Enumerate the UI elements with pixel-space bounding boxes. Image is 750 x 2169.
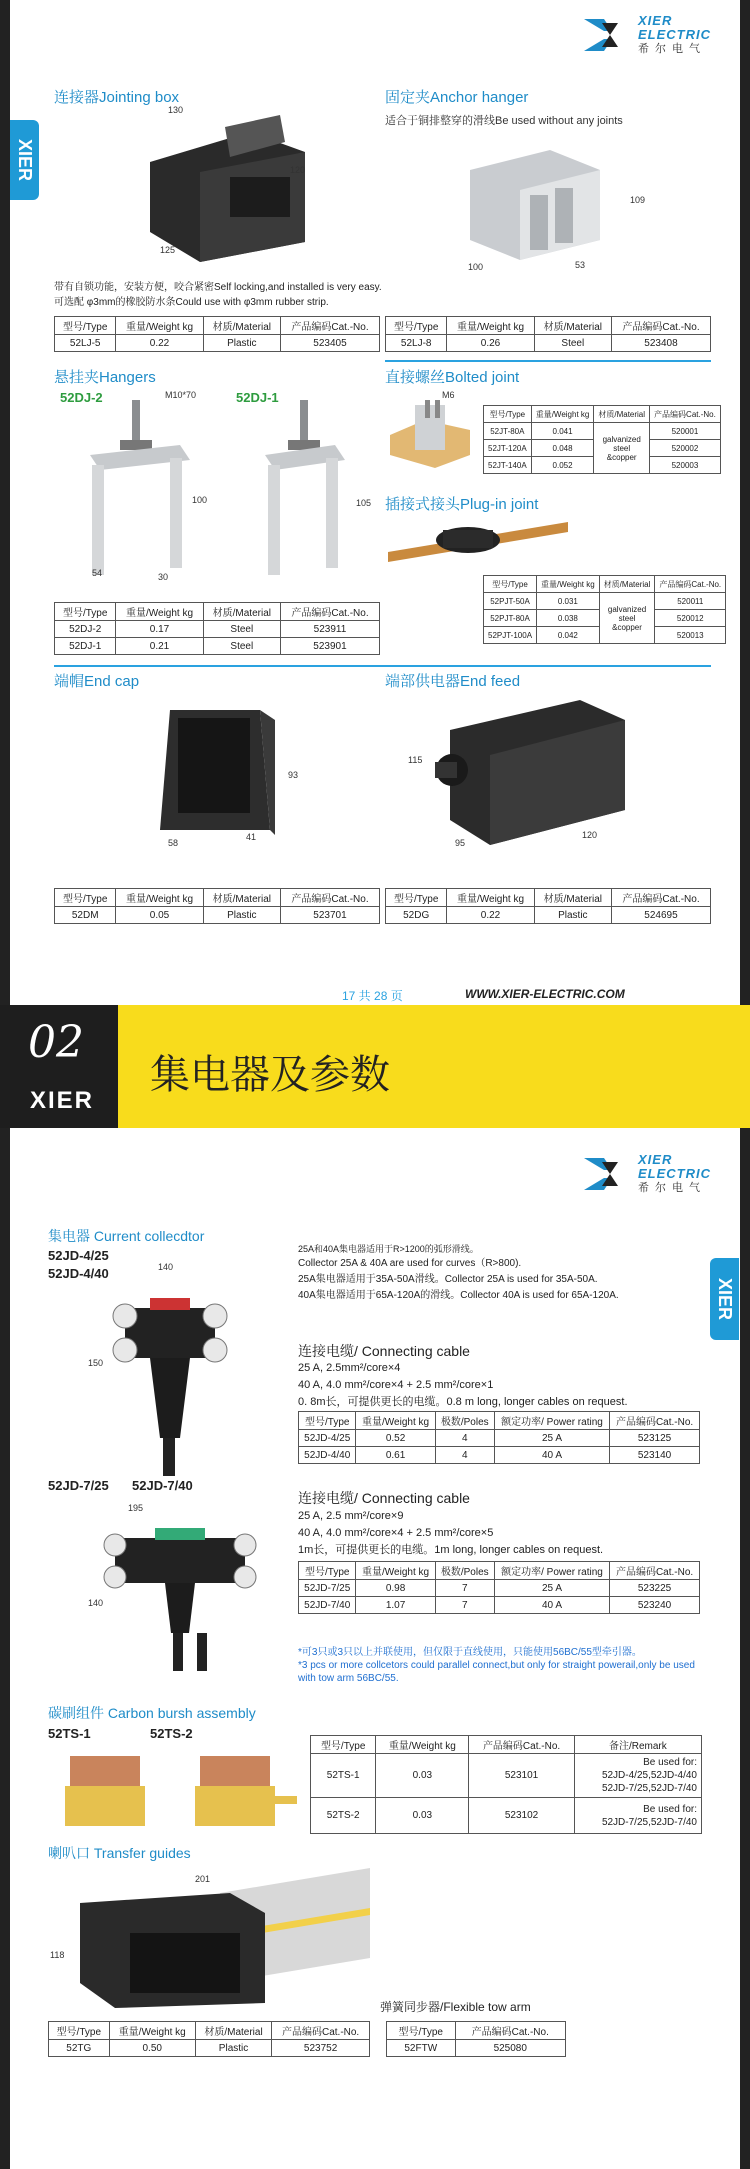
table-header: 型号/Type bbox=[311, 1736, 376, 1754]
table-header: 材质/Material bbox=[534, 889, 611, 907]
anchor-hanger-table bbox=[385, 316, 711, 352]
table-header: 产品编码Cat.-No. bbox=[280, 889, 379, 907]
table-cell: 52TS-2 bbox=[311, 1798, 376, 1834]
table-cell: 523101 bbox=[469, 1754, 574, 1798]
table-row bbox=[311, 1754, 702, 1798]
table-cell: 523240 bbox=[610, 1597, 700, 1614]
table-header: 产品编码Cat.-No. bbox=[611, 889, 710, 907]
table-cell: Plastic bbox=[195, 2040, 271, 2057]
transfer-table bbox=[48, 2021, 370, 2057]
plugin-joint-title: 插接式接头Plug-in joint bbox=[385, 496, 539, 513]
tow-table bbox=[386, 2021, 566, 2057]
table-cell: 25 A bbox=[494, 1430, 609, 1447]
desc-line: 可选配 φ3mm的橡胶防水条Could use with φ3mm rubber strip. bbox=[54, 297, 329, 308]
end-feed-image bbox=[430, 690, 630, 855]
end-cap-table bbox=[54, 888, 380, 924]
table-row bbox=[484, 423, 721, 440]
table-header: 重量/Weight kg bbox=[531, 406, 594, 423]
table-cell: 523125 bbox=[610, 1430, 700, 1447]
side-tab: XIER bbox=[10, 120, 39, 200]
cable-title: 连接电缆/ Connecting cable bbox=[298, 1343, 470, 1359]
section-divider bbox=[385, 360, 711, 362]
table-cell: galvanized steel &copper bbox=[594, 423, 650, 474]
table-cell: 523911 bbox=[280, 621, 379, 638]
table-header: 材质/Material bbox=[203, 603, 280, 621]
table-cell: Steel bbox=[534, 335, 611, 352]
collector-4pole-table bbox=[298, 1411, 700, 1464]
collector-model-b: 52JD-4/40 bbox=[48, 1266, 109, 1281]
table-cell: 52JD-7/40 bbox=[299, 1597, 356, 1614]
jointing-box-table bbox=[54, 316, 380, 352]
table-cell: 0.21 bbox=[116, 638, 203, 655]
table-header: 重量/Weight kg bbox=[376, 1736, 469, 1754]
tow-title: 弹簧同步器/Flexible tow arm bbox=[380, 2000, 531, 2014]
table-header: 型号/Type bbox=[386, 317, 447, 335]
table-cell: 523701 bbox=[280, 907, 379, 924]
catalog-page-17 bbox=[10, 0, 740, 1005]
cable-spec-1: 25 A, 2.5mm²/core×4 bbox=[298, 1362, 401, 1374]
jointing-box-title: 连接器Jointing box bbox=[54, 89, 180, 106]
table-header: 极数/Poles bbox=[435, 1412, 494, 1430]
hangers-title: 悬挂夹Hangers bbox=[54, 369, 156, 386]
logo-text-cn: 希尔电气 bbox=[638, 43, 706, 55]
table-cell: 0.038 bbox=[537, 610, 600, 627]
table-header-row bbox=[55, 603, 380, 621]
dim-label: 140 bbox=[88, 1598, 104, 1608]
remark-line: Be used for: bbox=[643, 1757, 697, 1768]
table-cell: 0.041 bbox=[531, 423, 594, 440]
table-cell: 7 bbox=[435, 1597, 494, 1614]
table-cell: 0.52 bbox=[356, 1430, 435, 1447]
table-header: 材质/Material bbox=[195, 2022, 271, 2040]
table-cell: 523225 bbox=[610, 1580, 700, 1597]
table-cell: 25 A bbox=[494, 1580, 609, 1597]
carbon-title: 碳刷组件 Carbon bursh assembly bbox=[48, 1705, 256, 1721]
note-cn: *可3只或3只以上并联使用，但仅限于直线使用，只能使用56BC/55型牵引器。 bbox=[298, 1647, 642, 1658]
banner-brand: XIER bbox=[30, 1087, 95, 1114]
parallel-note bbox=[298, 1646, 698, 1685]
dim-label: 95 bbox=[455, 838, 466, 848]
collector-4pole-image bbox=[105, 1278, 235, 1483]
table-header: 材质/Material bbox=[534, 317, 611, 335]
table-cell: 52JD-7/25 bbox=[299, 1580, 356, 1597]
table-header: 重量/Weight kg bbox=[116, 317, 203, 335]
table-row bbox=[299, 1597, 700, 1614]
table-header: 产品编码Cat.-No. bbox=[610, 1412, 700, 1430]
end-cap-title: 端帽End cap bbox=[54, 673, 140, 690]
table-cell: 0.05 bbox=[116, 907, 203, 924]
collector-title: 集电器 Current collecdtor bbox=[48, 1228, 205, 1244]
table-cell: 4 bbox=[435, 1447, 494, 1464]
table-cell: 52JT-140A bbox=[484, 457, 532, 474]
collector-note-1: 25A和40A集电器适用于R>1200的弧形滑线。 bbox=[298, 1244, 479, 1254]
table-cell: 52JT-120A bbox=[484, 440, 532, 457]
table-cell: Steel bbox=[203, 621, 280, 638]
collector-note-4: 40A集电器适用于65A-120A的滑线。Collector 40A is used for 65A-120A. bbox=[298, 1290, 619, 1301]
table-header: 重量/Weight kg bbox=[356, 1412, 435, 1430]
collector-model-a: 52JD-4/25 bbox=[48, 1248, 109, 1263]
dim-label: 100 bbox=[192, 495, 208, 505]
remark-line: 52JD-7/25,52JD-7/40 bbox=[601, 1816, 697, 1828]
table-cell: 520001 bbox=[650, 423, 721, 440]
carbon-label-b: 52TS-2 bbox=[150, 1726, 193, 1741]
dim-label: M10*70 bbox=[165, 390, 197, 400]
table-header: 产品编码Cat.-No. bbox=[280, 317, 379, 335]
table-header: 重量/Weight kg bbox=[537, 576, 600, 593]
table-cell: 52PJT-100A bbox=[484, 627, 537, 644]
brand-logo bbox=[582, 1153, 711, 1195]
table-header: 产品编码Cat.-No. bbox=[469, 1736, 574, 1754]
table-header-row bbox=[49, 2022, 370, 2040]
logo-text-xier: XIER bbox=[638, 1152, 673, 1167]
collector-note-2: Collector 25A & 40A are used for curves（R>800). bbox=[298, 1258, 522, 1269]
collector-note-3: 25A集电器适用于35A-50A滑线。Collector 25A is used for 35A-50A. bbox=[298, 1274, 598, 1285]
hanger-label-b: 52DJ-1 bbox=[236, 390, 279, 405]
table-cell: 1.07 bbox=[356, 1597, 435, 1614]
dim-label: 201 bbox=[195, 1874, 211, 1884]
table-cell: 52DJ-2 bbox=[55, 621, 116, 638]
table-header-row bbox=[484, 576, 726, 593]
table-cell: 523901 bbox=[280, 638, 379, 655]
table-cell: 52DJ-1 bbox=[55, 638, 116, 655]
collector-7pole-table bbox=[298, 1561, 700, 1614]
table-cell: Steel bbox=[203, 638, 280, 655]
logo-text-xier: XIER bbox=[638, 13, 673, 28]
plugin-joint-table bbox=[483, 575, 726, 644]
table-header-row bbox=[387, 2022, 566, 2040]
collector2-model-a: 52JD-7/25 bbox=[48, 1478, 109, 1493]
table-header: 产品编码Cat.-No. bbox=[650, 406, 721, 423]
table-header: 产品编码Cat.-No. bbox=[655, 576, 726, 593]
table-row bbox=[311, 1798, 702, 1834]
table-cell: 52DM bbox=[55, 907, 116, 924]
table-cell: 52JD-4/25 bbox=[299, 1430, 356, 1447]
section-divider bbox=[54, 665, 711, 667]
table-cell: 0.048 bbox=[531, 440, 594, 457]
table-cell: 523140 bbox=[610, 1447, 700, 1464]
table-header: 型号/Type bbox=[55, 317, 116, 335]
table-cell: 52PJT-50A bbox=[484, 593, 537, 610]
section-title: 集电器及参数 bbox=[150, 1052, 390, 1098]
table-row bbox=[55, 335, 380, 352]
table-cell: 0.03 bbox=[376, 1754, 469, 1798]
table-header: 型号/Type bbox=[386, 889, 447, 907]
cable2-spec-3: 1m长，可提供更长的电缆。1m long, longer cables on request. bbox=[298, 1544, 604, 1556]
transfer-guide-image bbox=[70, 1863, 370, 2018]
table-cell: 40 A bbox=[494, 1597, 609, 1614]
anchor-hanger-desc: 适合于铜排整穿的滑线Be used without any joints bbox=[385, 115, 623, 127]
logo-x-icon bbox=[582, 15, 638, 55]
dim-label: 150 bbox=[88, 1358, 104, 1368]
table-cell: 523408 bbox=[611, 335, 710, 352]
hanger-label-a: 52DJ-2 bbox=[60, 390, 103, 405]
table-cell: 0.61 bbox=[356, 1447, 435, 1464]
table-row bbox=[386, 335, 711, 352]
table-cell: Plastic bbox=[203, 907, 280, 924]
jointing-box-image bbox=[130, 112, 330, 267]
table-cell: 0.042 bbox=[537, 627, 600, 644]
table-header: 型号/Type bbox=[55, 603, 116, 621]
table-row bbox=[299, 1447, 700, 1464]
dim-label: 120 bbox=[290, 165, 306, 175]
dim-label: 118 bbox=[50, 1950, 65, 1960]
page-number: 17 共 28 页 bbox=[342, 989, 403, 1003]
dim-label: 140 bbox=[158, 1262, 174, 1272]
table-cell: 524695 bbox=[611, 907, 710, 924]
table-cell: 52TS-1 bbox=[311, 1754, 376, 1798]
table-cell: 52JT-80A bbox=[484, 423, 532, 440]
table-cell: 523752 bbox=[272, 2040, 370, 2057]
table-header: 材质/Material bbox=[599, 576, 655, 593]
carbon-label-a: 52TS-1 bbox=[48, 1726, 91, 1741]
table-cell: 52TG bbox=[49, 2040, 110, 2057]
cable2-title: 连接电缆/ Connecting cable bbox=[298, 1490, 470, 1506]
dim-label: 54 bbox=[92, 568, 103, 578]
bolted-joint-table bbox=[483, 405, 721, 474]
logo-x-icon bbox=[582, 1154, 638, 1194]
table-header: 重量/Weight kg bbox=[447, 889, 534, 907]
table-row bbox=[299, 1430, 700, 1447]
logo-text-electric: ELECTRIC bbox=[638, 27, 711, 42]
dim-label: 30 bbox=[158, 572, 169, 582]
table-cell: galvanized steel &copper bbox=[599, 593, 655, 644]
bolted-joint-image bbox=[385, 400, 475, 475]
dim-label: 93 bbox=[288, 770, 299, 780]
table-header: 极数/Poles bbox=[435, 1562, 494, 1580]
anchor-hanger-image bbox=[460, 140, 610, 265]
table-header-row bbox=[299, 1412, 700, 1430]
table-row bbox=[55, 621, 380, 638]
end-cap-image bbox=[150, 700, 280, 845]
table-cell: 52JD-4/40 bbox=[299, 1447, 356, 1464]
dim-label: 115 bbox=[408, 755, 423, 765]
cable-spec-3: 0. 8m长，可提供更长的电缆。0.8 m long, longer cables on request. bbox=[298, 1396, 628, 1408]
note-en: *3 pcs or more collcetors could parallel connect,but only for straight powerail,only be used with tow arm 56BC/55. bbox=[298, 1660, 695, 1684]
table-header: 额定功率/ Power rating bbox=[494, 1412, 609, 1430]
table-header: 型号/Type bbox=[49, 2022, 110, 2040]
end-feed-table bbox=[385, 888, 711, 924]
table-cell: 52DG bbox=[386, 907, 447, 924]
table-header: 材质/Material bbox=[203, 317, 280, 335]
collector2-model-b: 52JD-7/40 bbox=[132, 1478, 193, 1493]
section-number: 02 bbox=[28, 1017, 84, 1068]
table-header-row bbox=[311, 1736, 702, 1754]
table-cell: 0.22 bbox=[447, 907, 534, 924]
table-header: 备注/Remark bbox=[574, 1736, 701, 1754]
table-header: 型号/Type bbox=[299, 1412, 356, 1430]
table-header-row bbox=[386, 317, 711, 335]
table-header: 材质/Material bbox=[203, 889, 280, 907]
table-cell: 520012 bbox=[655, 610, 726, 627]
table-header: 产品编码Cat.-No. bbox=[610, 1562, 700, 1580]
table-header: 重量/Weight kg bbox=[447, 317, 534, 335]
cable2-spec-2: 40 A, 4.0 mm²/core×4 + 2.5 mm²/core×5 bbox=[298, 1527, 494, 1539]
dim-label: 100 bbox=[468, 262, 484, 272]
hanger-52dj2-image bbox=[80, 400, 200, 590]
dim-label: 109 bbox=[630, 195, 646, 205]
transfer-title: 喇叭口 Transfer guides bbox=[48, 1845, 191, 1861]
section-banner bbox=[0, 1005, 750, 1128]
table-cell-remark bbox=[574, 1798, 701, 1834]
table-cell: 0.22 bbox=[116, 335, 203, 352]
remark-line: Be used for: bbox=[643, 1803, 697, 1815]
collector-7pole-image bbox=[85, 1513, 275, 1678]
remark-line: 52JD-4/25,52JD-4/40 bbox=[601, 1770, 697, 1781]
logo-text-cn: 希尔电气 bbox=[638, 1182, 706, 1194]
end-feed-title: 端部供电器End feed bbox=[385, 673, 521, 690]
table-header: 型号/Type bbox=[299, 1562, 356, 1580]
table-cell: 520013 bbox=[655, 627, 726, 644]
table-cell: 0.031 bbox=[537, 593, 600, 610]
table-cell: 520011 bbox=[655, 593, 726, 610]
table-header: 型号/Type bbox=[387, 2022, 456, 2040]
table-header: 型号/Type bbox=[484, 406, 532, 423]
table-cell: 0.26 bbox=[447, 335, 534, 352]
table-header: 材质/Material bbox=[594, 406, 650, 423]
table-cell: 525080 bbox=[455, 2040, 566, 2057]
table-header-row bbox=[484, 406, 721, 423]
table-header-row bbox=[299, 1562, 700, 1580]
plugin-joint-image bbox=[388, 512, 568, 567]
bolted-joint-title: 直接螺丝Bolted joint bbox=[385, 369, 520, 386]
table-row bbox=[55, 907, 380, 924]
hanger-52dj1-image bbox=[260, 400, 350, 590]
table-cell: 52PJT-80A bbox=[484, 610, 537, 627]
table-row bbox=[299, 1580, 700, 1597]
table-header-row bbox=[386, 889, 711, 907]
table-cell: 0.03 bbox=[376, 1798, 469, 1834]
jointing-box-desc bbox=[54, 280, 382, 310]
table-cell: Plastic bbox=[534, 907, 611, 924]
cable2-spec-1: 25 A, 2.5 mm²/core×9 bbox=[298, 1510, 404, 1522]
table-cell: 52LJ-5 bbox=[55, 335, 116, 352]
table-row bbox=[386, 907, 711, 924]
table-cell: 0.052 bbox=[531, 457, 594, 474]
table-header-row bbox=[55, 889, 380, 907]
dim-label: 41 bbox=[246, 832, 257, 842]
dim-label: M6 bbox=[442, 390, 455, 400]
dim-label: 130 bbox=[168, 105, 184, 115]
table-header: 额定功率/ Power rating bbox=[494, 1562, 609, 1580]
table-cell: 0.98 bbox=[356, 1580, 435, 1597]
table-cell: 52FTW bbox=[387, 2040, 456, 2057]
table-cell: 520002 bbox=[650, 440, 721, 457]
table-row bbox=[49, 2040, 370, 2057]
table-header: 重量/Weight kg bbox=[116, 603, 203, 621]
carbon-brush-image bbox=[60, 1746, 300, 1841]
carbon-table bbox=[310, 1735, 702, 1834]
table-cell: 0.50 bbox=[109, 2040, 195, 2057]
table-header: 重量/Weight kg bbox=[356, 1562, 435, 1580]
dim-label: 105 bbox=[356, 498, 372, 508]
brand-logo bbox=[582, 14, 711, 56]
table-header: 重量/Weight kg bbox=[109, 2022, 195, 2040]
table-cell: 7 bbox=[435, 1580, 494, 1597]
table-row bbox=[55, 638, 380, 655]
table-header: 型号/Type bbox=[484, 576, 537, 593]
dim-label: 58 bbox=[168, 838, 179, 848]
table-cell: 4 bbox=[435, 1430, 494, 1447]
table-cell: 40 A bbox=[494, 1447, 609, 1464]
table-cell: 523405 bbox=[280, 335, 379, 352]
table-header: 产品编码Cat.-No. bbox=[272, 2022, 370, 2040]
table-cell: Plastic bbox=[203, 335, 280, 352]
dim-label: 120 bbox=[582, 830, 598, 840]
table-cell: 520003 bbox=[650, 457, 721, 474]
catalog-page-collectors bbox=[10, 1128, 740, 2169]
website-url: WWW.XIER-ELECTRIC.COM bbox=[465, 987, 625, 1001]
logo-text-electric: ELECTRIC bbox=[638, 1166, 711, 1181]
table-cell: 523102 bbox=[469, 1798, 574, 1834]
dim-label: 125 bbox=[160, 245, 176, 255]
table-header-row bbox=[55, 317, 380, 335]
table-header: 产品编码Cat.-No. bbox=[280, 603, 379, 621]
dim-label: 53 bbox=[575, 260, 586, 270]
table-header: 重量/Weight kg bbox=[116, 889, 203, 907]
table-row bbox=[484, 593, 726, 610]
hangers-table bbox=[54, 602, 380, 655]
table-cell-remark bbox=[574, 1754, 701, 1798]
desc-line: 带有自锁功能，安装方便，咬合紧密Self locking,and installed is very easy. bbox=[54, 282, 382, 293]
dim-label: 195 bbox=[128, 1503, 144, 1513]
table-cell: 52LJ-8 bbox=[386, 335, 447, 352]
table-header: 产品编码Cat.-No. bbox=[611, 317, 710, 335]
table-header: 型号/Type bbox=[55, 889, 116, 907]
table-row bbox=[387, 2040, 566, 2057]
remark-line: 52JD-7/25,52JD-7/40 bbox=[601, 1783, 697, 1794]
table-header: 产品编码Cat.-No. bbox=[455, 2022, 566, 2040]
table-cell: 0.17 bbox=[116, 621, 203, 638]
cable-spec-2: 40 A, 4.0 mm²/core×4 + 2.5 mm²/core×1 bbox=[298, 1379, 494, 1391]
side-tab: XIER bbox=[710, 1258, 739, 1340]
anchor-hanger-title: 固定夹Anchor hanger bbox=[385, 89, 529, 106]
